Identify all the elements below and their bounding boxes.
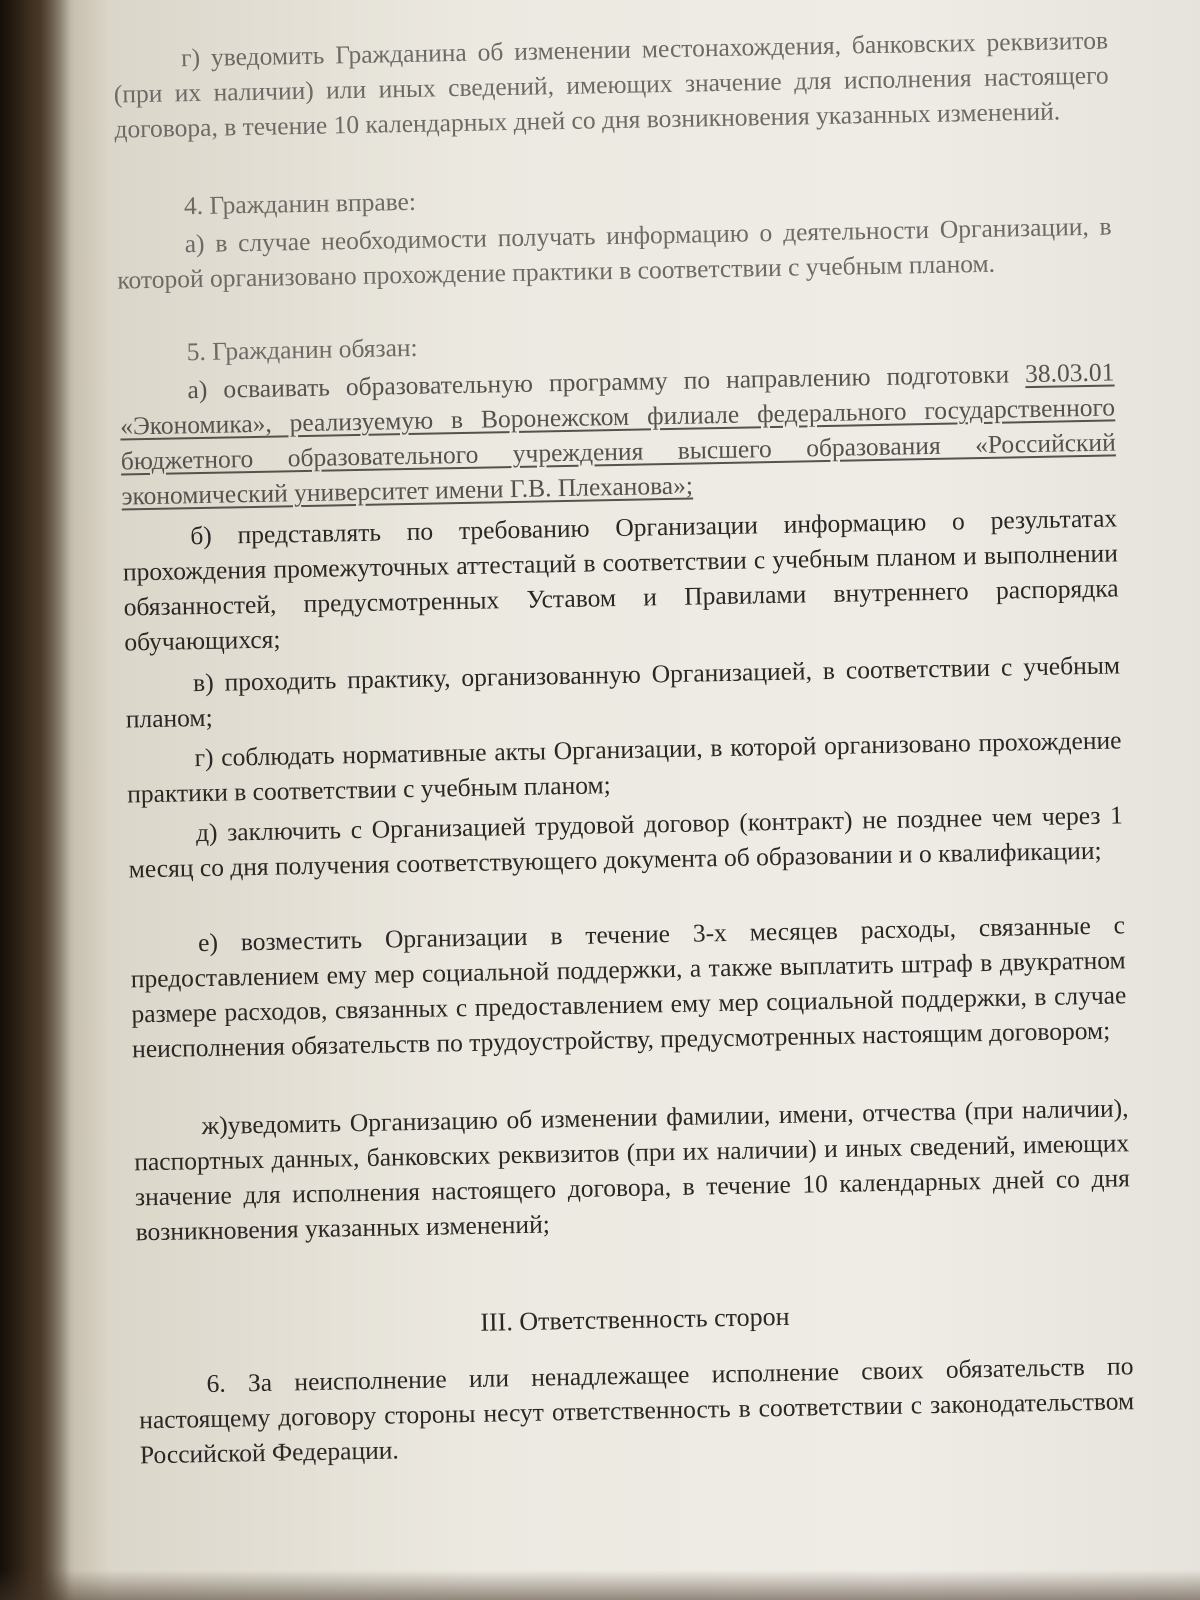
page-edge-shadow: [0, 0, 110, 1600]
paragraph-6: 6. За неисполнение или ненадлежащее исполнение своих обязательств по настоящему договору стороны несут ответственность в соответствии с законодательством Российской Федерации.: [138, 1351, 1135, 1470]
paragraph-4a: а) в случае необходимости получать информацию о деятельности Организации, в которой организовано прохождение практики в соответствии с учебным планом.: [117, 211, 1112, 295]
paragraph-5b: б) представлять по требованию Организации информацию о результатах прохождения промежуточных аттестаций в соответствии с учебным планом и выполнении обязанностей, предусмотренных Уставом и Правилами внутреннего распорядка обучающихся;: [122, 503, 1119, 657]
section-5-heading: 5. Гражданин обязан:: [186, 332, 418, 367]
paragraph-5v: в) проходить практику, организованную Организацией, в соответствии с учебным планом;: [125, 650, 1121, 734]
paragraph-5e: е) возместить Организации в течение 3-х месяцев расходы, связанные с предоставлением ему мер социальной поддержки, а также выплатить штраф в двукратном размере расходов, связанных с предоставлением ему мер социальной поддержки, в случае неисполнения обязательств по трудоустройству, предусмотренных настоящим договором;: [130, 910, 1127, 1064]
paragraph-5g: г) соблюдать нормативные акты Организации, в которой организовано прохождение практики в соответствии с учебным планом;: [126, 725, 1122, 809]
document-page: [92, 0, 1163, 1600]
section-4-heading: 4. Гражданин вправе:: [183, 186, 417, 221]
paragraph-5a-lead: а) осваивать образовательную программу по направлению подготовки: [187, 359, 1026, 405]
section-3-title: III. Ответственность сторон: [480, 1301, 790, 1337]
paragraph-g-organization-notify: г) уведомить Гражданина об изменении местонахождения, банковских реквизитов (при их наличии) или иных сведений, имеющих значение для исполнения настоящего договора, в течение 10 календарных дней со дня возникновения указанных изменений.: [113, 25, 1109, 144]
paragraph-5zh: ж)уведомить Организацию об изменении фамилии, имени, отчества (при наличии), паспортных данных, банковских реквизитов (при их наличии) и иных сведений, имеющих значение для исполнения настоящего договора, в течение 10 календарных дней со дня возникновения указанных изменений;: [134, 1093, 1131, 1247]
page-bottom-shadow: [0, 1570, 1200, 1600]
paragraph-5a: [119, 354, 1117, 513]
paragraph-5a-program: 38.03.01 «Экономика», реализуемую в Воронежском филиале федерального государственного бюджетного образовательного учреждения высшего образования «Российский экономический университет имени Г.В. Плеханова»;: [119, 357, 1116, 511]
paragraph-5d: д) заключить с Организацией трудовой договор (контракт) не позднее чем через 1 месяц со дня получения соответствующего документа об образовании и о квалификации;: [128, 800, 1124, 884]
